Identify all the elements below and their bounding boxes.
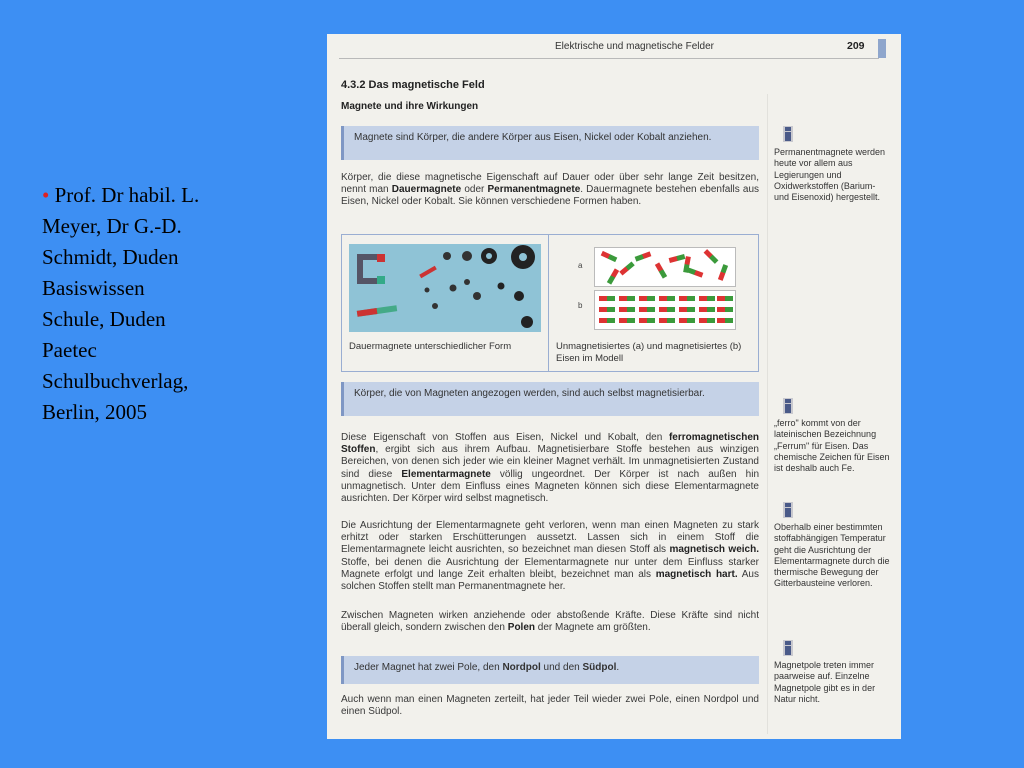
- rule-box-magnetisierbar: Körper, die von Magneten angezogen werden, sind auch selbst magnetisierbar.: [341, 382, 759, 416]
- text-run: , ergibt sich aus ihrem Aufbau. Magnetisierbare Stoffe bestehen aus winzigen Bereichen, von denen sich jeder wie ein kleiner Magnet verhält. Im unmagnetisierten Zustand sind diese: [341, 444, 759, 480]
- term-ferromagnetisch: ferromagnetischen Stoffen: [341, 432, 759, 456]
- label-a: a: [578, 261, 583, 270]
- citation-line: Berlin, 2005: [42, 400, 147, 424]
- margin-divider: [767, 94, 768, 734]
- permanent-magnets-photo: [349, 244, 541, 332]
- text-run: Jeder Magnet hat zwei Pole, den: [354, 662, 503, 673]
- magnetized-iron-model: [594, 290, 736, 330]
- label-b: b: [578, 301, 583, 310]
- citation-line: Prof. Dr habil. L.: [54, 183, 200, 207]
- text-run: Diese Eigenschaft von Stoffen aus Eisen, Nickel und Kobalt, den: [341, 432, 669, 443]
- rule-box-pole: [341, 656, 759, 684]
- text-run: völlig ungeordnet. Der Körper ist nach außen hin unmagnetisch. Unter dem Einfluss eines Magneten können sich diese Elementarmagnete ausrichten. Der Körper wird selbst magnetisch.: [341, 468, 760, 505]
- margin-note-temperatur: Oberhalb einer bestimmten stoffabhängigen Temperatur geht die Ausrichtung der Elementarmagnete durch die thermische Bewegung der Gitterbausteine verloren.: [774, 522, 890, 589]
- unmagnetized-iron-model: [594, 247, 736, 287]
- term-elementarmagnete: Elementarmagnete: [401, 468, 491, 480]
- subsection-title: Magnete und ihre Wirkungen: [341, 101, 479, 112]
- term-suedpol: Südpol: [582, 662, 617, 673]
- margin-note-ferro: „ferro" kommt von der lateinischen Bezeichnung „Ferrum" für Eisen. Das chemische Zeichen für Eisen ist deshalb auch Fe.: [774, 418, 890, 474]
- ring-magnet: [443, 252, 451, 260]
- text-run: Zwischen Magneten wirken anziehende oder abstoßende Kräfte. Diese Kräfte sind nicht überall gleich, sondern zwischen den: [341, 610, 759, 634]
- page-number: 209: [847, 40, 865, 52]
- text-run: .: [616, 662, 620, 673]
- term-weich: magnetisch weich.: [669, 544, 759, 556]
- margin-note-permanentmagnete: Permanentmagnete werden heute vor allem aus Legierungen und Oxidwerkstoffen (Barium- und Eisenoxid) hergestellt.: [774, 147, 886, 203]
- text-run: der Magnete am größten.: [535, 622, 651, 634]
- page-header: [327, 34, 901, 60]
- text-run: Aus solchen Stoffen stellt man Permanentmagnete her.: [341, 568, 759, 593]
- citation-line: Schulbuchverlag,: [42, 369, 189, 393]
- section-title: 4.3.2 Das magnetische Feld: [341, 79, 485, 91]
- term-hart: magnetisch hart.: [655, 568, 738, 580]
- margin-note-magnetpole: Magnetpole treten immer paarweise auf. Einzelne Magnetpole gibt es in der Natur nicht.: [774, 660, 876, 704]
- text-run: Stoffe, bei denen die Ausrichtung der Elementarmagnete nur unter dem Einfluss starker Magnete erfolgt und lange Zeit erhalten bleibt, bezeichnet man als: [341, 556, 759, 580]
- figure-magnets: [341, 234, 759, 372]
- paragraph-ferromagnetisch: [341, 432, 759, 505]
- definition-box: Magnete sind Körper, die andere Körper aus Eisen, Nickel oder Kobalt anziehen.: [341, 126, 759, 160]
- paragraph-dauermagnete: [341, 172, 759, 209]
- chapter-tab-marker: [878, 39, 886, 58]
- info-icon: [783, 502, 793, 518]
- paragraph-zerteilt: Auch wenn man einen Magneten zerteilt, hat jeder Teil wieder zwei Pole, einen Nordpol und einen Südpol.: [341, 694, 759, 718]
- chapter-title: Elektrische und magnetische Felder: [555, 41, 714, 52]
- citation-line: Schmidt, Duden: [42, 245, 179, 269]
- term-dauermagnete: Dauermagnete: [391, 184, 462, 196]
- citation-line: Paetec: [42, 338, 97, 362]
- citation-line: Schule, Duden: [42, 307, 166, 331]
- header-divider: [339, 58, 879, 59]
- figure-caption-right: Unmagnetisiertes (a) und magnetisiertes (b) Eisen im Modell: [556, 341, 742, 364]
- magnets-illustration: [349, 244, 541, 332]
- figure-caption-left: Dauermagnete unterschiedlicher Form: [349, 341, 512, 352]
- text-run: Die Ausrichtung der Elementarmagnete geht verloren, wenn man einen Magneten zu stark erhitzt oder starken Erschütterungen aussetzt. Lassen sich in einem Stoff die Elementarmagnete leicht ausrichten, so bezeichnet man diesen Stoff als: [341, 520, 759, 556]
- info-icon: [783, 640, 793, 656]
- bar-magnet: [419, 266, 437, 278]
- info-icon: [783, 126, 793, 142]
- citation-line: Meyer, Dr G.-D.: [42, 214, 182, 238]
- text-run: oder: [461, 184, 488, 196]
- citation-text: [42, 180, 282, 428]
- text-run: . Dauermagnete bestehen ebenfalls aus Eisen, Nickel oder Kobalt. Sie können verschiedene Formen haben.: [341, 184, 759, 208]
- bullet-point: •: [42, 183, 50, 207]
- term-nordpol: Nordpol: [502, 662, 541, 673]
- text-run: Körper, die diese magnetische Eigenschaft auf Dauer oder über sehr lange Zeit besitzen, nennt man: [341, 172, 759, 196]
- citation-line: Basiswissen: [42, 276, 145, 300]
- scanned-book-page: [327, 34, 901, 739]
- text-run: und den: [540, 662, 583, 673]
- info-icon: [783, 398, 793, 414]
- paragraph-pole: [341, 610, 759, 634]
- term-permanentmagnete: Permanentmagnete: [487, 184, 581, 196]
- term-pole: Polen: [507, 622, 536, 634]
- paragraph-weich-hart: [341, 520, 759, 593]
- figure-divider: [548, 235, 549, 371]
